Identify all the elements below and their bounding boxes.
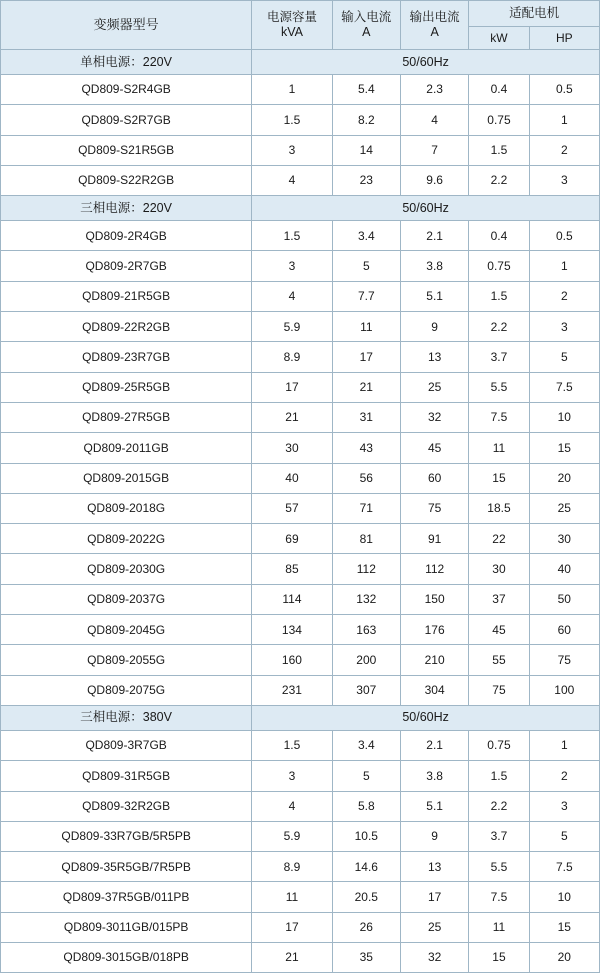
cell-capacity-kva: 5.9 bbox=[252, 821, 332, 851]
section-frequency-label: 50/60Hz bbox=[252, 50, 600, 75]
cell-motor-hp: 10 bbox=[529, 882, 599, 912]
cell-output-current: 17 bbox=[400, 882, 468, 912]
table-row bbox=[1, 312, 600, 342]
cell-input-current: 8.2 bbox=[332, 105, 400, 135]
cell-motor-hp: 40 bbox=[529, 554, 599, 584]
cell-input-current: 5.4 bbox=[332, 75, 400, 105]
cell-model: QD809-2015GB bbox=[1, 463, 252, 493]
cell-capacity-kva: 21 bbox=[252, 402, 332, 432]
column-header-input-current-unit: A bbox=[362, 25, 371, 39]
cell-input-current: 132 bbox=[332, 584, 400, 614]
cell-model: QD809-31R5GB bbox=[1, 761, 252, 791]
section-header-row bbox=[1, 50, 600, 75]
cell-input-current: 14.6 bbox=[332, 852, 400, 882]
cell-input-current: 23 bbox=[332, 165, 400, 195]
cell-capacity-kva: 8.9 bbox=[252, 342, 332, 372]
cell-model: QD809-2011GB bbox=[1, 433, 252, 463]
cell-motor-hp: 5 bbox=[529, 821, 599, 851]
cell-input-current: 163 bbox=[332, 615, 400, 645]
table-row bbox=[1, 821, 600, 851]
cell-model: QD809-2018G bbox=[1, 493, 252, 523]
cell-motor-kw: 0.75 bbox=[469, 730, 529, 760]
cell-capacity-kva: 3 bbox=[252, 761, 332, 791]
cell-input-current: 3.4 bbox=[332, 221, 400, 251]
cell-motor-hp: 25 bbox=[529, 493, 599, 523]
cell-input-current: 5.8 bbox=[332, 791, 400, 821]
cell-model: QD809-2075G bbox=[1, 675, 252, 705]
cell-motor-hp: 50 bbox=[529, 584, 599, 614]
cell-capacity-kva: 1.5 bbox=[252, 730, 332, 760]
table-row bbox=[1, 761, 600, 791]
cell-motor-kw: 3.7 bbox=[469, 821, 529, 851]
cell-model: QD809-3011GB/015PB bbox=[1, 912, 252, 942]
cell-model: QD809-23R7GB bbox=[1, 342, 252, 372]
column-header-capacity-label: 电源容量 bbox=[266, 10, 317, 24]
section-supply-label: 单相电源：220V bbox=[1, 50, 252, 75]
cell-output-current: 2.1 bbox=[400, 730, 468, 760]
cell-capacity-kva: 4 bbox=[252, 165, 332, 195]
cell-input-current: 56 bbox=[332, 463, 400, 493]
cell-motor-kw: 0.75 bbox=[469, 251, 529, 281]
cell-motor-kw: 1.5 bbox=[469, 761, 529, 791]
table-row bbox=[1, 645, 600, 675]
cell-output-current: 5.1 bbox=[400, 281, 468, 311]
cell-input-current: 81 bbox=[332, 524, 400, 554]
cell-motor-kw: 55 bbox=[469, 645, 529, 675]
cell-model: QD809-S2R7GB bbox=[1, 105, 252, 135]
cell-model: QD809-2022G bbox=[1, 524, 252, 554]
table-row bbox=[1, 584, 600, 614]
cell-motor-kw: 15 bbox=[469, 943, 529, 973]
cell-motor-hp: 1 bbox=[529, 105, 599, 135]
cell-capacity-kva: 114 bbox=[252, 584, 332, 614]
cell-motor-hp: 7.5 bbox=[529, 372, 599, 402]
cell-model: QD809-2R4GB bbox=[1, 221, 252, 251]
section-frequency-label: 50/60Hz bbox=[252, 196, 600, 221]
cell-model: QD809-27R5GB bbox=[1, 402, 252, 432]
cell-motor-hp: 75 bbox=[529, 645, 599, 675]
cell-motor-hp: 20 bbox=[529, 463, 599, 493]
cell-capacity-kva: 30 bbox=[252, 433, 332, 463]
cell-capacity-kva: 3 bbox=[252, 135, 332, 165]
cell-motor-kw: 45 bbox=[469, 615, 529, 645]
cell-output-current: 9 bbox=[400, 821, 468, 851]
cell-motor-hp: 1 bbox=[529, 251, 599, 281]
cell-motor-hp: 2 bbox=[529, 135, 599, 165]
cell-motor-kw: 0.4 bbox=[469, 221, 529, 251]
cell-output-current: 9 bbox=[400, 312, 468, 342]
cell-capacity-kva: 1 bbox=[252, 75, 332, 105]
cell-model: QD809-33R7GB/5R5PB bbox=[1, 821, 252, 851]
cell-model: QD809-S22R2GB bbox=[1, 165, 252, 195]
column-header-input-current-label: 输入电流 bbox=[341, 10, 392, 24]
cell-input-current: 200 bbox=[332, 645, 400, 675]
cell-output-current: 25 bbox=[400, 912, 468, 942]
table-row bbox=[1, 221, 600, 251]
section-header-row bbox=[1, 196, 600, 221]
cell-input-current: 14 bbox=[332, 135, 400, 165]
cell-motor-kw: 5.5 bbox=[469, 372, 529, 402]
cell-model: QD809-25R5GB bbox=[1, 372, 252, 402]
section-frequency-label: 50/60Hz bbox=[252, 705, 600, 730]
cell-model: QD809-21R5GB bbox=[1, 281, 252, 311]
cell-motor-hp: 10 bbox=[529, 402, 599, 432]
cell-capacity-kva: 8.9 bbox=[252, 852, 332, 882]
cell-capacity-kva: 5.9 bbox=[252, 312, 332, 342]
table-row bbox=[1, 281, 600, 311]
column-header-capacity bbox=[252, 1, 332, 50]
cell-motor-hp: 3 bbox=[529, 165, 599, 195]
cell-motor-kw: 7.5 bbox=[469, 402, 529, 432]
cell-motor-kw: 11 bbox=[469, 433, 529, 463]
cell-output-current: 7 bbox=[400, 135, 468, 165]
table-row bbox=[1, 342, 600, 372]
cell-motor-hp: 3 bbox=[529, 791, 599, 821]
cell-output-current: 2.1 bbox=[400, 221, 468, 251]
cell-motor-hp: 5 bbox=[529, 342, 599, 372]
cell-input-current: 21 bbox=[332, 372, 400, 402]
cell-motor-hp: 15 bbox=[529, 433, 599, 463]
cell-motor-kw: 37 bbox=[469, 584, 529, 614]
cell-motor-kw: 2.2 bbox=[469, 312, 529, 342]
cell-capacity-kva: 11 bbox=[252, 882, 332, 912]
cell-motor-hp: 0.5 bbox=[529, 75, 599, 105]
cell-motor-kw: 75 bbox=[469, 675, 529, 705]
cell-model: QD809-22R2GB bbox=[1, 312, 252, 342]
cell-motor-kw: 1.5 bbox=[469, 281, 529, 311]
cell-motor-hp: 0.5 bbox=[529, 221, 599, 251]
cell-capacity-kva: 231 bbox=[252, 675, 332, 705]
cell-motor-kw: 2.2 bbox=[469, 791, 529, 821]
cell-output-current: 91 bbox=[400, 524, 468, 554]
cell-input-current: 43 bbox=[332, 433, 400, 463]
cell-capacity-kva: 85 bbox=[252, 554, 332, 584]
cell-output-current: 150 bbox=[400, 584, 468, 614]
cell-motor-kw: 18.5 bbox=[469, 493, 529, 523]
cell-output-current: 2.3 bbox=[400, 75, 468, 105]
cell-motor-kw: 2.2 bbox=[469, 165, 529, 195]
cell-model: QD809-3015GB/018PB bbox=[1, 943, 252, 973]
column-header-capacity-unit: kVA bbox=[280, 25, 303, 39]
cell-motor-kw: 11 bbox=[469, 912, 529, 942]
cell-output-current: 3.8 bbox=[400, 251, 468, 281]
cell-model: QD809-2045G bbox=[1, 615, 252, 645]
cell-capacity-kva: 160 bbox=[252, 645, 332, 675]
column-header-motor: 适配电机 bbox=[469, 1, 600, 27]
cell-output-current: 13 bbox=[400, 852, 468, 882]
table-row bbox=[1, 165, 600, 195]
section-supply-label: 三相电源：380V bbox=[1, 705, 252, 730]
cell-motor-kw: 3.7 bbox=[469, 342, 529, 372]
cell-motor-hp: 7.5 bbox=[529, 852, 599, 882]
table-row bbox=[1, 463, 600, 493]
cell-input-current: 11 bbox=[332, 312, 400, 342]
cell-motor-kw: 0.75 bbox=[469, 105, 529, 135]
cell-motor-hp: 2 bbox=[529, 281, 599, 311]
column-header-output-current-label: 输出电流 bbox=[409, 10, 460, 24]
cell-capacity-kva: 134 bbox=[252, 615, 332, 645]
cell-output-current: 60 bbox=[400, 463, 468, 493]
table-row bbox=[1, 135, 600, 165]
column-header-model: 变频器型号 bbox=[1, 1, 252, 50]
cell-output-current: 3.8 bbox=[400, 761, 468, 791]
cell-output-current: 4 bbox=[400, 105, 468, 135]
cell-motor-hp: 60 bbox=[529, 615, 599, 645]
cell-input-current: 17 bbox=[332, 342, 400, 372]
cell-output-current: 112 bbox=[400, 554, 468, 584]
cell-output-current: 45 bbox=[400, 433, 468, 463]
cell-output-current: 210 bbox=[400, 645, 468, 675]
cell-model: QD809-3R7GB bbox=[1, 730, 252, 760]
cell-motor-hp: 15 bbox=[529, 912, 599, 942]
table-header bbox=[1, 1, 600, 50]
cell-capacity-kva: 4 bbox=[252, 791, 332, 821]
table-row bbox=[1, 433, 600, 463]
cell-input-current: 5 bbox=[332, 761, 400, 791]
cell-model: QD809-35R5GB/7R5PB bbox=[1, 852, 252, 882]
table-row bbox=[1, 943, 600, 973]
table-row bbox=[1, 493, 600, 523]
cell-motor-kw: 15 bbox=[469, 463, 529, 493]
cell-motor-kw: 1.5 bbox=[469, 135, 529, 165]
cell-motor-hp: 30 bbox=[529, 524, 599, 554]
cell-capacity-kva: 40 bbox=[252, 463, 332, 493]
table-row bbox=[1, 882, 600, 912]
cell-input-current: 35 bbox=[332, 943, 400, 973]
table-row bbox=[1, 251, 600, 281]
section-header-row bbox=[1, 705, 600, 730]
table-row bbox=[1, 791, 600, 821]
column-header-output-current bbox=[400, 1, 468, 50]
cell-output-current: 25 bbox=[400, 372, 468, 402]
cell-capacity-kva: 1.5 bbox=[252, 105, 332, 135]
cell-output-current: 32 bbox=[400, 402, 468, 432]
table-row bbox=[1, 402, 600, 432]
cell-model: QD809-2055G bbox=[1, 645, 252, 675]
cell-input-current: 31 bbox=[332, 402, 400, 432]
cell-output-current: 5.1 bbox=[400, 791, 468, 821]
cell-model: QD809-S21R5GB bbox=[1, 135, 252, 165]
cell-input-current: 112 bbox=[332, 554, 400, 584]
cell-capacity-kva: 17 bbox=[252, 912, 332, 942]
cell-input-current: 71 bbox=[332, 493, 400, 523]
cell-input-current: 10.5 bbox=[332, 821, 400, 851]
cell-motor-kw: 30 bbox=[469, 554, 529, 584]
cell-capacity-kva: 3 bbox=[252, 251, 332, 281]
cell-output-current: 75 bbox=[400, 493, 468, 523]
table-row bbox=[1, 730, 600, 760]
table-row bbox=[1, 524, 600, 554]
cell-output-current: 13 bbox=[400, 342, 468, 372]
cell-capacity-kva: 17 bbox=[252, 372, 332, 402]
cell-capacity-kva: 21 bbox=[252, 943, 332, 973]
cell-input-current: 307 bbox=[332, 675, 400, 705]
cell-capacity-kva: 57 bbox=[252, 493, 332, 523]
cell-motor-kw: 0.4 bbox=[469, 75, 529, 105]
cell-motor-kw: 22 bbox=[469, 524, 529, 554]
cell-model: QD809-2037G bbox=[1, 584, 252, 614]
cell-capacity-kva: 4 bbox=[252, 281, 332, 311]
table-row bbox=[1, 75, 600, 105]
table-row bbox=[1, 675, 600, 705]
cell-model: QD809-37R5GB/011PB bbox=[1, 882, 252, 912]
column-header-output-current-unit: A bbox=[430, 25, 439, 39]
cell-motor-hp: 20 bbox=[529, 943, 599, 973]
table-row bbox=[1, 554, 600, 584]
table-row bbox=[1, 105, 600, 135]
table-body bbox=[1, 50, 600, 973]
cell-output-current: 9.6 bbox=[400, 165, 468, 195]
cell-model: QD809-S2R4GB bbox=[1, 75, 252, 105]
table-row bbox=[1, 912, 600, 942]
cell-motor-kw: 7.5 bbox=[469, 882, 529, 912]
cell-input-current: 7.7 bbox=[332, 281, 400, 311]
cell-input-current: 20.5 bbox=[332, 882, 400, 912]
cell-motor-hp: 1 bbox=[529, 730, 599, 760]
cell-output-current: 32 bbox=[400, 943, 468, 973]
cell-motor-kw: 5.5 bbox=[469, 852, 529, 882]
cell-motor-hp: 3 bbox=[529, 312, 599, 342]
table-row bbox=[1, 852, 600, 882]
cell-input-current: 5 bbox=[332, 251, 400, 281]
cell-model: QD809-2R7GB bbox=[1, 251, 252, 281]
cell-motor-hp: 2 bbox=[529, 761, 599, 791]
cell-capacity-kva: 1.5 bbox=[252, 221, 332, 251]
section-supply-label: 三相电源：220V bbox=[1, 196, 252, 221]
cell-capacity-kva: 69 bbox=[252, 524, 332, 554]
table-row bbox=[1, 372, 600, 402]
cell-output-current: 304 bbox=[400, 675, 468, 705]
cell-input-current: 3.4 bbox=[332, 730, 400, 760]
column-header-input-current bbox=[332, 1, 400, 50]
cell-output-current: 176 bbox=[400, 615, 468, 645]
column-header-motor-kw: kW bbox=[469, 27, 529, 50]
cell-model: QD809-32R2GB bbox=[1, 791, 252, 821]
table-row bbox=[1, 615, 600, 645]
cell-motor-hp: 100 bbox=[529, 675, 599, 705]
cell-model: QD809-2030G bbox=[1, 554, 252, 584]
column-header-motor-hp: HP bbox=[529, 27, 599, 50]
cell-input-current: 26 bbox=[332, 912, 400, 942]
